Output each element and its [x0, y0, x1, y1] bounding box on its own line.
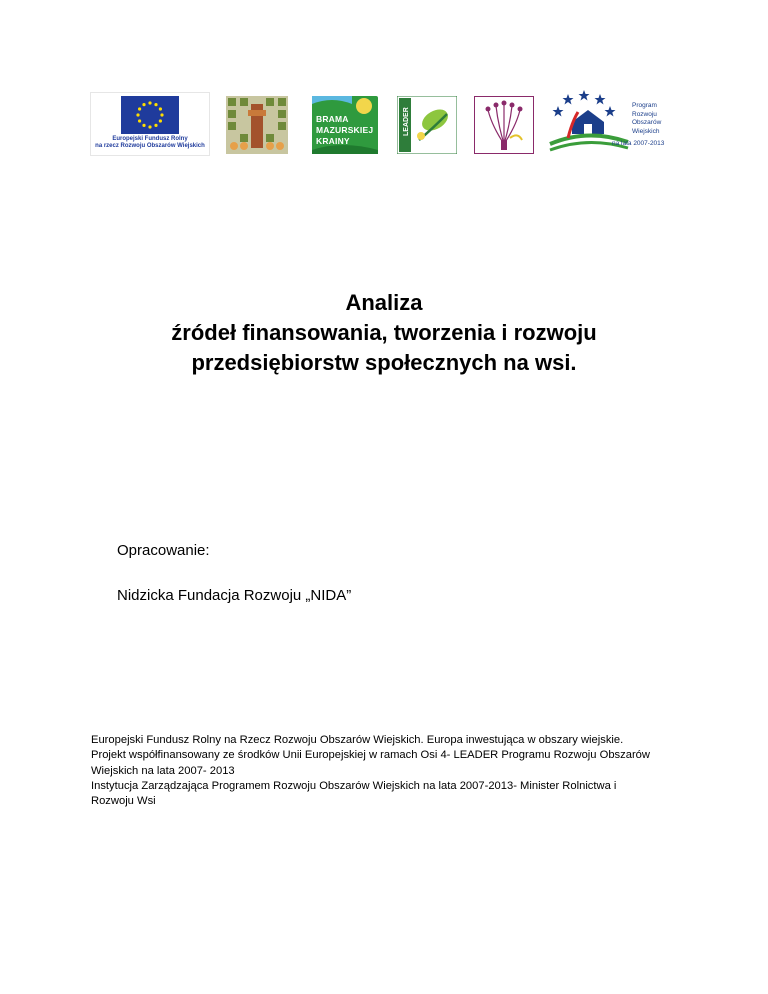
funding-footer: [91, 733, 691, 809]
title-line2: źródeł finansowania, tworzenia i rozwoju: [171, 320, 597, 345]
leader-logo: [397, 96, 457, 154]
brama-line2: MAZURSKIEJ: [316, 125, 374, 135]
eu-flag-icon: [121, 96, 179, 134]
prepared-by-label: Opracowanie:: [117, 542, 210, 559]
prow-logo-text: [632, 102, 661, 136]
footer-line2: Projekt współfinansowany ze środków Unii Europejskiej w ramach Osi 4- LEADER Programu Rozwoju Obszarów: [91, 749, 650, 762]
leader-vertical-text: LEADER: [403, 107, 410, 136]
leader-mosaic-logo: [226, 96, 288, 154]
footer-line4: Instytucja Zarządzająca Programem Rozwoju Obszarów Wiejskich na lata 2007-2013- Minister Rolnictwa i: [91, 779, 617, 792]
prow-years: na lata 2007-2013: [612, 140, 665, 147]
brama-line3: KRAINY: [316, 136, 350, 146]
title-line3: przedsiębiorstw społecznych na wsi.: [191, 350, 577, 375]
eu-logo-caption: [91, 136, 209, 150]
brama-logo-text: [316, 114, 373, 147]
brama-line1: BRAMA: [316, 114, 349, 124]
eu-caption-line2: na rzecz Rozwoju Obszarów Wiejskich: [95, 143, 205, 149]
prow-2007-2013-logo: [548, 88, 668, 154]
plant-emblem-logo: [474, 96, 534, 154]
logo-strip: [0, 88, 768, 158]
eu-caption-line1: Europejski Fundusz Rolny: [112, 136, 188, 142]
eu-eafrd-logo: [90, 92, 210, 156]
prow-line4: Wiejskich: [632, 127, 660, 135]
brama-mazurskiej-krainy-logo: [312, 96, 378, 154]
prow-line2: Rozwoju: [632, 110, 657, 118]
title-line1: Analiza: [345, 290, 423, 315]
footer-line5: Rozwoju Wsi: [91, 795, 156, 808]
document-title: [0, 288, 768, 378]
organization-name: Nidzicka Fundacja Rozwoju „NIDA”: [117, 587, 352, 604]
footer-line3: Wiejskich na lata 2007- 2013: [91, 764, 235, 777]
footer-line1: Europejski Fundusz Rolny na Rzecz Rozwoju Obszarów Wiejskich. Europa inwestująca w obszary wiejskie.: [91, 734, 624, 746]
prow-line3: Obszarów: [632, 119, 662, 126]
prow-line1: Program: [632, 102, 657, 109]
